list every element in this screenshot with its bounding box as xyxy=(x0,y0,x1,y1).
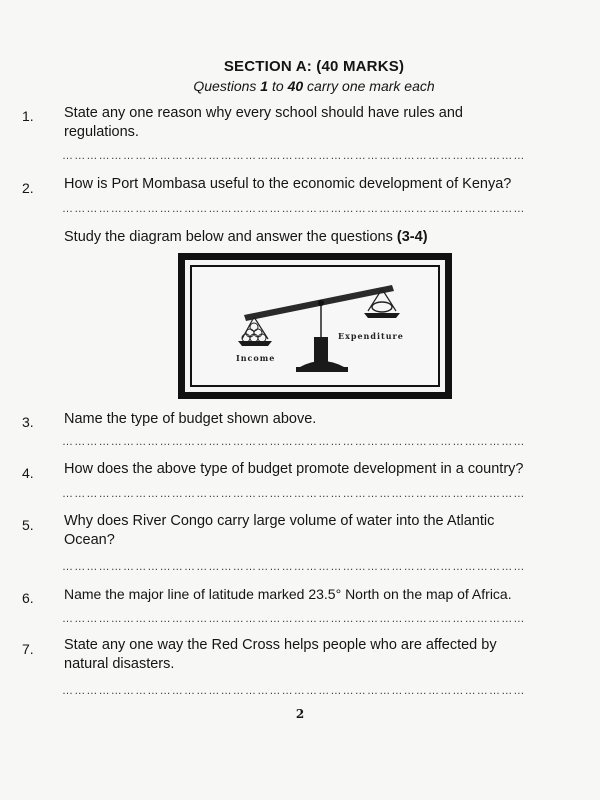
diagram-instruction xyxy=(64,229,428,245)
question-line: natural disasters. xyxy=(64,656,175,672)
left-pan xyxy=(238,341,272,346)
question-number: 3. xyxy=(22,414,34,430)
question-line: Why does River Congo carry large volume of water into the Atlantic xyxy=(64,513,495,529)
coin-icon xyxy=(250,323,258,331)
diagram-frame xyxy=(185,260,445,392)
question-text xyxy=(64,636,564,674)
page-number: 2 xyxy=(295,707,305,721)
expenditure-label: Expenditure xyxy=(338,331,404,341)
question-text xyxy=(64,585,594,604)
scale-pivot xyxy=(318,300,324,306)
question-line: Name the type of budget shown above. xyxy=(64,411,317,427)
right-hanger xyxy=(382,289,396,311)
right-pan xyxy=(364,313,400,318)
question-text xyxy=(64,175,584,194)
question-number: 1. xyxy=(22,108,34,124)
answer-line[interactable]: …………………………………………………………………………………………………… xyxy=(62,203,526,215)
instruction-text: Study the diagram below and answer the questions xyxy=(64,229,397,245)
answer-line[interactable]: …………………………………………………………………………………………………… xyxy=(62,613,526,625)
subtitle-start-number: 1 xyxy=(260,78,269,94)
question-text xyxy=(64,104,544,142)
scale-pillar xyxy=(314,337,328,367)
question-number: 4. xyxy=(22,465,34,481)
question-line: How is Port Mombasa useful to the economic development of Kenya? xyxy=(64,176,512,192)
coin-icon xyxy=(258,334,266,342)
subtitle-mid: to xyxy=(268,78,288,94)
coin-icon xyxy=(246,329,254,337)
question-line: How does the above type of budget promote development in a country? xyxy=(64,461,524,477)
budget-diagram xyxy=(178,253,452,399)
subtitle-post: carry one mark each xyxy=(303,78,435,94)
coin-icon xyxy=(254,329,262,337)
question-text xyxy=(64,512,564,550)
question-line: State any one way the Red Cross helps people who are affected by xyxy=(64,637,497,653)
coin-icon xyxy=(250,334,258,342)
question-number: 2. xyxy=(22,180,34,196)
question-line: Name the major line of latitude marked 23.5° North on the map of Africa. xyxy=(64,586,512,602)
question-number: 6. xyxy=(22,590,34,606)
answer-line[interactable]: …………………………………………………………………………………………………… xyxy=(62,436,526,448)
section-subtitle xyxy=(0,78,600,94)
question-text xyxy=(64,410,544,429)
diagram-inner-frame xyxy=(190,265,440,387)
question-number: 5. xyxy=(22,517,34,533)
section-title: SECTION A: (40 MARKS) xyxy=(223,58,405,75)
question-line: Ocean? xyxy=(64,532,115,548)
instruction-range: (3-4) xyxy=(396,229,428,245)
expenditure-item xyxy=(372,302,392,312)
question-text xyxy=(64,460,584,479)
answer-line[interactable]: …………………………………………………………………………………………………… xyxy=(62,488,526,500)
answer-line[interactable]: …………………………………………………………………………………………………… xyxy=(62,150,526,162)
income-label: Income xyxy=(236,353,276,363)
subtitle-end-number: 40 xyxy=(287,78,304,94)
question-number: 7. xyxy=(22,641,34,657)
question-line: State any one reason why every school should have rules and xyxy=(64,105,463,121)
question-line: regulations. xyxy=(64,124,139,140)
answer-line[interactable]: …………………………………………………………………………………………………… xyxy=(62,685,526,697)
subtitle-pre: Questions xyxy=(193,78,261,94)
balance-scale-illustration xyxy=(192,267,434,379)
scale-base xyxy=(296,367,348,372)
answer-line[interactable]: …………………………………………………………………………………………………… xyxy=(62,561,526,573)
